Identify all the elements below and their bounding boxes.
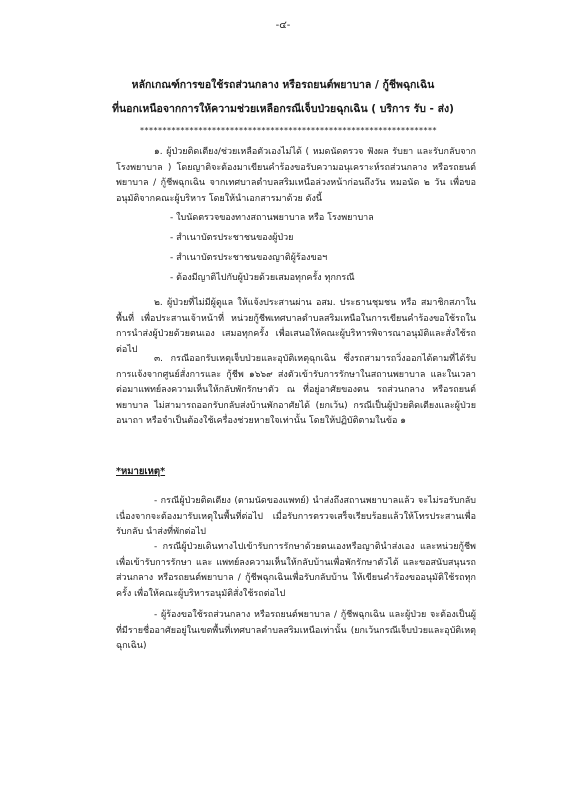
note-3: - ผู้ร้องขอใช้รถส่วนกลาง หรือรถยนต์พยาบาล / กู้ชีพฉุกเฉิน และผู้ป่วย จะต้องเป็นผู้ที่มีรายชื่ออาศัยอยู่ในเขตพื้นที่เทศบาลตำบลสริมเหนือเท่านั้น (ยกเว้นกรณีเจ็บป่วยและอุบัติเหตุฉุกเฉิน) xyxy=(116,610,476,651)
document-list xyxy=(170,208,470,288)
note-1: - กรณีผู้ป่วยติดเตียง (ตามนัดของแพทย์) นำส่งถึงสถานพยาบาลแล้ว จะไม่รอรับกลับ เนื่องจากจะต้องมารับเหตุในพื้นที่ต่อไป เมื่อรับการตรวจเสร็จเรียบร้อยแล้วให้โทรประสานเพื่อรับกลับ นำส่งที่พักต่อไป xyxy=(116,496,476,537)
note-2: - กรณีผู้ป่วยเดินทางไปเข้ารับการรักษาด้วยตนเองหรือญาตินำส่งเอง และหน่วยกู้ชีพเพื่อเข้ารับการรักษา และ แพทย์ลงความเห็นให้กลับบ้านเพื่อพักรักษาตัวได้ และขอสนับสนุนรถส่วนกลาง หรือรถยนต์พยาบาล / กู้ชีพฉุกเฉินเพื่อรับกลับบ้าน ให้เขียนคำร้องขออนุมัติใช้รถทุกครั้ง เพื่อให้คณะผู้บริหารอนุมัติสั่งใช้รถต่อไป xyxy=(116,542,476,599)
notes-heading: *หมายเหตุ* xyxy=(116,466,166,477)
page-number: -๔- xyxy=(275,20,291,31)
document-title: หลักเกณฑ์การขอใช้รถส่วนกลาง หรือรถยนต์พยาบาล / กู้ชีพฉุกเฉิน xyxy=(131,79,435,91)
separator-line: ****************************************************************** xyxy=(140,126,437,135)
list-item: - ใบนัดตรวจของทางสถานพยาบาล หรือ โรงพยาบาล xyxy=(170,213,374,223)
list-item: - สำเนาบัตรประชาชนของผู้ป่วย xyxy=(170,233,294,243)
list-item: - สำเนาบัตรประชาชนของญาติผู้ร้องขอฯ xyxy=(170,253,328,263)
paragraph-1: ๑. ผู้ป่วยติดเตียง/ช่วยเหลือตัวเองไม่ได้ ( หมดนัดตรวจ ฟังผล รับยา และรับกลับจากโรงพยาบาล ) โดยญาติจะต้องมาเขียนคำร้องขอรับความอนุเคราะห์รถส่วนกลาง หรือรถยนต์พยาบาล / กู้ชีพฉุกเฉิน จากเทศบาลตำบลสริมเหนือล่วงหน้าก่อนถึงวัน หมอนัด ๒ วัน เพื่อขออนุมัติจากคณะผู้บริหาร โดยให้นำเอกสารมาด้วย ดังนี้ xyxy=(116,147,476,204)
document-subtitle: ที่นอกเหนือจากการให้ความช่วยเหลือกรณีเจ็บป่วยฉุกเฉิน ( บริการ รับ - ส่ง) xyxy=(112,103,454,115)
paragraph-2: ๒. ผู้ป่วยที่ไม่มีผู้ดูแล ให้แจ้งประสานผ่าน อสม. ประธานชุมชน หรือ สมาชิกสภาในพื้นที่ เพื่อประสานเจ้าหน้าที่ หน่วยกู้ชีพเทศบาลตำบลสริมเหนือในการเขียนคำร้องขอใช้รถในการนำส่งผู้ป่วยด้วยตนเอง เสมอทุกครั้ง เพื่อเสนอให้คณะผู้บริหารพิจารณาอนุมัติและสั่งใช้รถต่อไป xyxy=(116,298,476,355)
list-item: - ต้องมีญาติไปกับผู้ป่วยด้วยเสมอทุกครั้ง ทุกกรณี xyxy=(170,273,355,283)
paragraph-3: ๓. กรณีออกรับเหตุเจ็บป่วยและอุบัติเหตุฉุกเฉิน ซึ่งรถสามารถวิ่งออกได้ตามที่ได้รับการแจ้งจากศูนย์สั่งการและ กู้ชีพ ๑๖๖๙ ส่งตัวเข้ารับการรักษาในสถานพยาบาล และในเวลาต่อมาแพทย์ลงความเห็นให้กลับพักรักษาตัว ณ ที่อยู่อาศัยของตน รถส่วนกลาง หรือรถยนต์พยาบาล ไม่สามารถออกรับกลับส่งบ้านพักอาศัยได้ (ยกเว้น) กรณีเป็นผู้ป่วยติดเตียงและผู้ป่วยอนาถา หรือจำเป็นต้องใช้เครื่องช่วยหายใจเท่านั้น โดยให้ปฏิบัติตามในข้อ ๑ xyxy=(116,354,476,426)
